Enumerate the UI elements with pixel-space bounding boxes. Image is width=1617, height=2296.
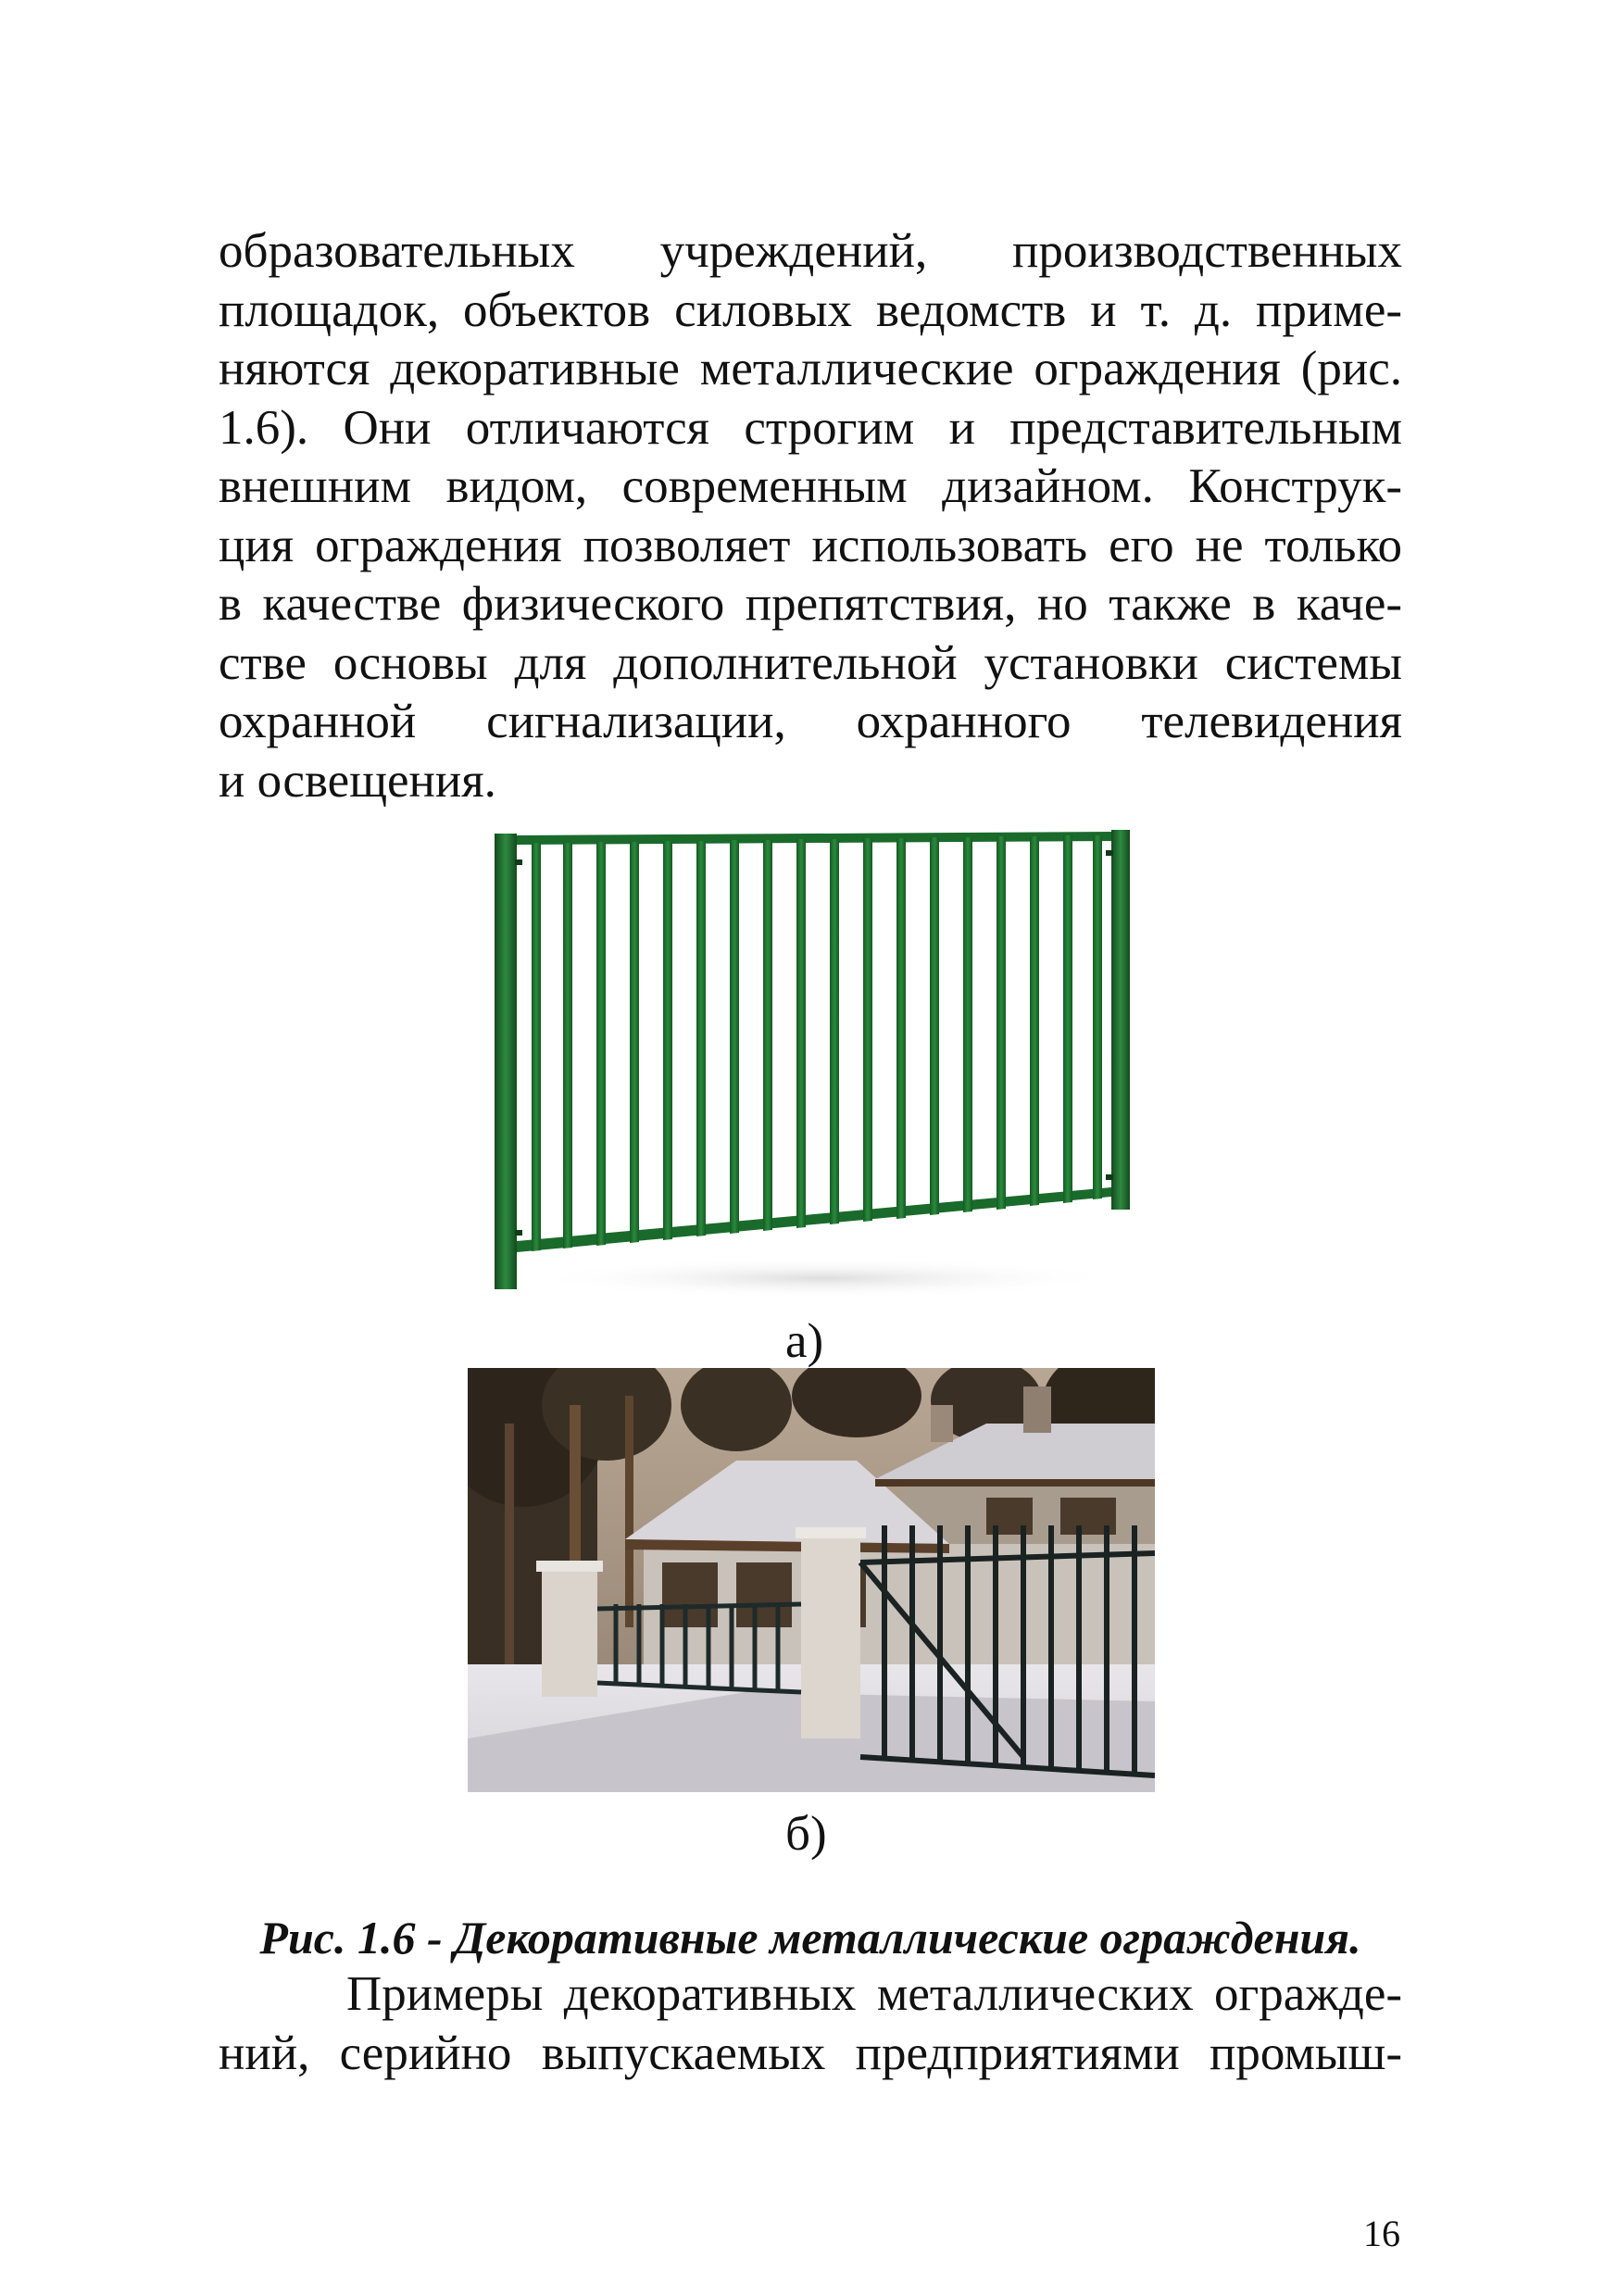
house-roof-right-edge [875, 1479, 1155, 1487]
chimney [1023, 1386, 1051, 1433]
paragraph-line: образовательных учреждений, производственных [219, 224, 1402, 278]
figure-label-b: б) [785, 1807, 827, 1861]
paragraph-line: стве основы для дополнительной установки системы [219, 635, 1402, 690]
paragraph-line: 1.6). Они отличаются строгим и представительным [219, 400, 1402, 455]
fence-top-rail [517, 832, 1111, 845]
house-gate-photo [468, 1368, 1155, 1792]
body-paragraph-2 [219, 1965, 1402, 2083]
fence-right-post [1111, 830, 1130, 1210]
gate-pillar-right [801, 1535, 860, 1738]
gate-pillar-right-cap [796, 1527, 866, 1538]
fence-shadow [526, 1258, 1119, 1299]
figure-label-a: а) [785, 1314, 824, 1368]
fence-left-post [495, 834, 517, 1289]
body-paragraph-1 [219, 222, 1402, 810]
gate-pillar-left [542, 1567, 597, 1697]
fence-bracket [515, 859, 522, 865]
paragraph-line: и освещения. [219, 753, 496, 808]
paragraph-line: Примеры декоративных металлических огражде- [346, 1967, 1402, 2021]
fence-bracket [1106, 1174, 1113, 1180]
paragraph-line: в качестве физического препятствия, но также в каче- [219, 577, 1402, 631]
paragraph-line: ний, серийно выпускаемых предприятиями промыш- [219, 2026, 1402, 2080]
paragraph-line: ция ограждения позволяет использовать его не только [219, 518, 1402, 572]
paragraph-line: няются декоративные металлические ограждения (рис. [219, 342, 1402, 395]
figure-caption: Рис. 1.6 - Декоративные металлические ограждения. [259, 1912, 1361, 1964]
chimney [931, 1405, 953, 1442]
fence-bottom-rail [517, 1187, 1111, 1252]
paragraph-line: охранной сигнализации, охранного телевидения [219, 695, 1402, 748]
fence-bracket [1106, 850, 1113, 856]
gate-pillar-left-cap [536, 1561, 603, 1572]
paragraph-line: внешним видом, современным дизайном. Конструк- [219, 459, 1402, 513]
fence-vertical-bars [532, 835, 1102, 1251]
paragraph-line: площадок, объектов силовых ведомств и т. д. приме- [219, 282, 1402, 337]
fence-panel-illustration [489, 822, 1137, 1304]
fence-bracket [515, 1230, 522, 1236]
page-number: 16 [1363, 2213, 1400, 2254]
